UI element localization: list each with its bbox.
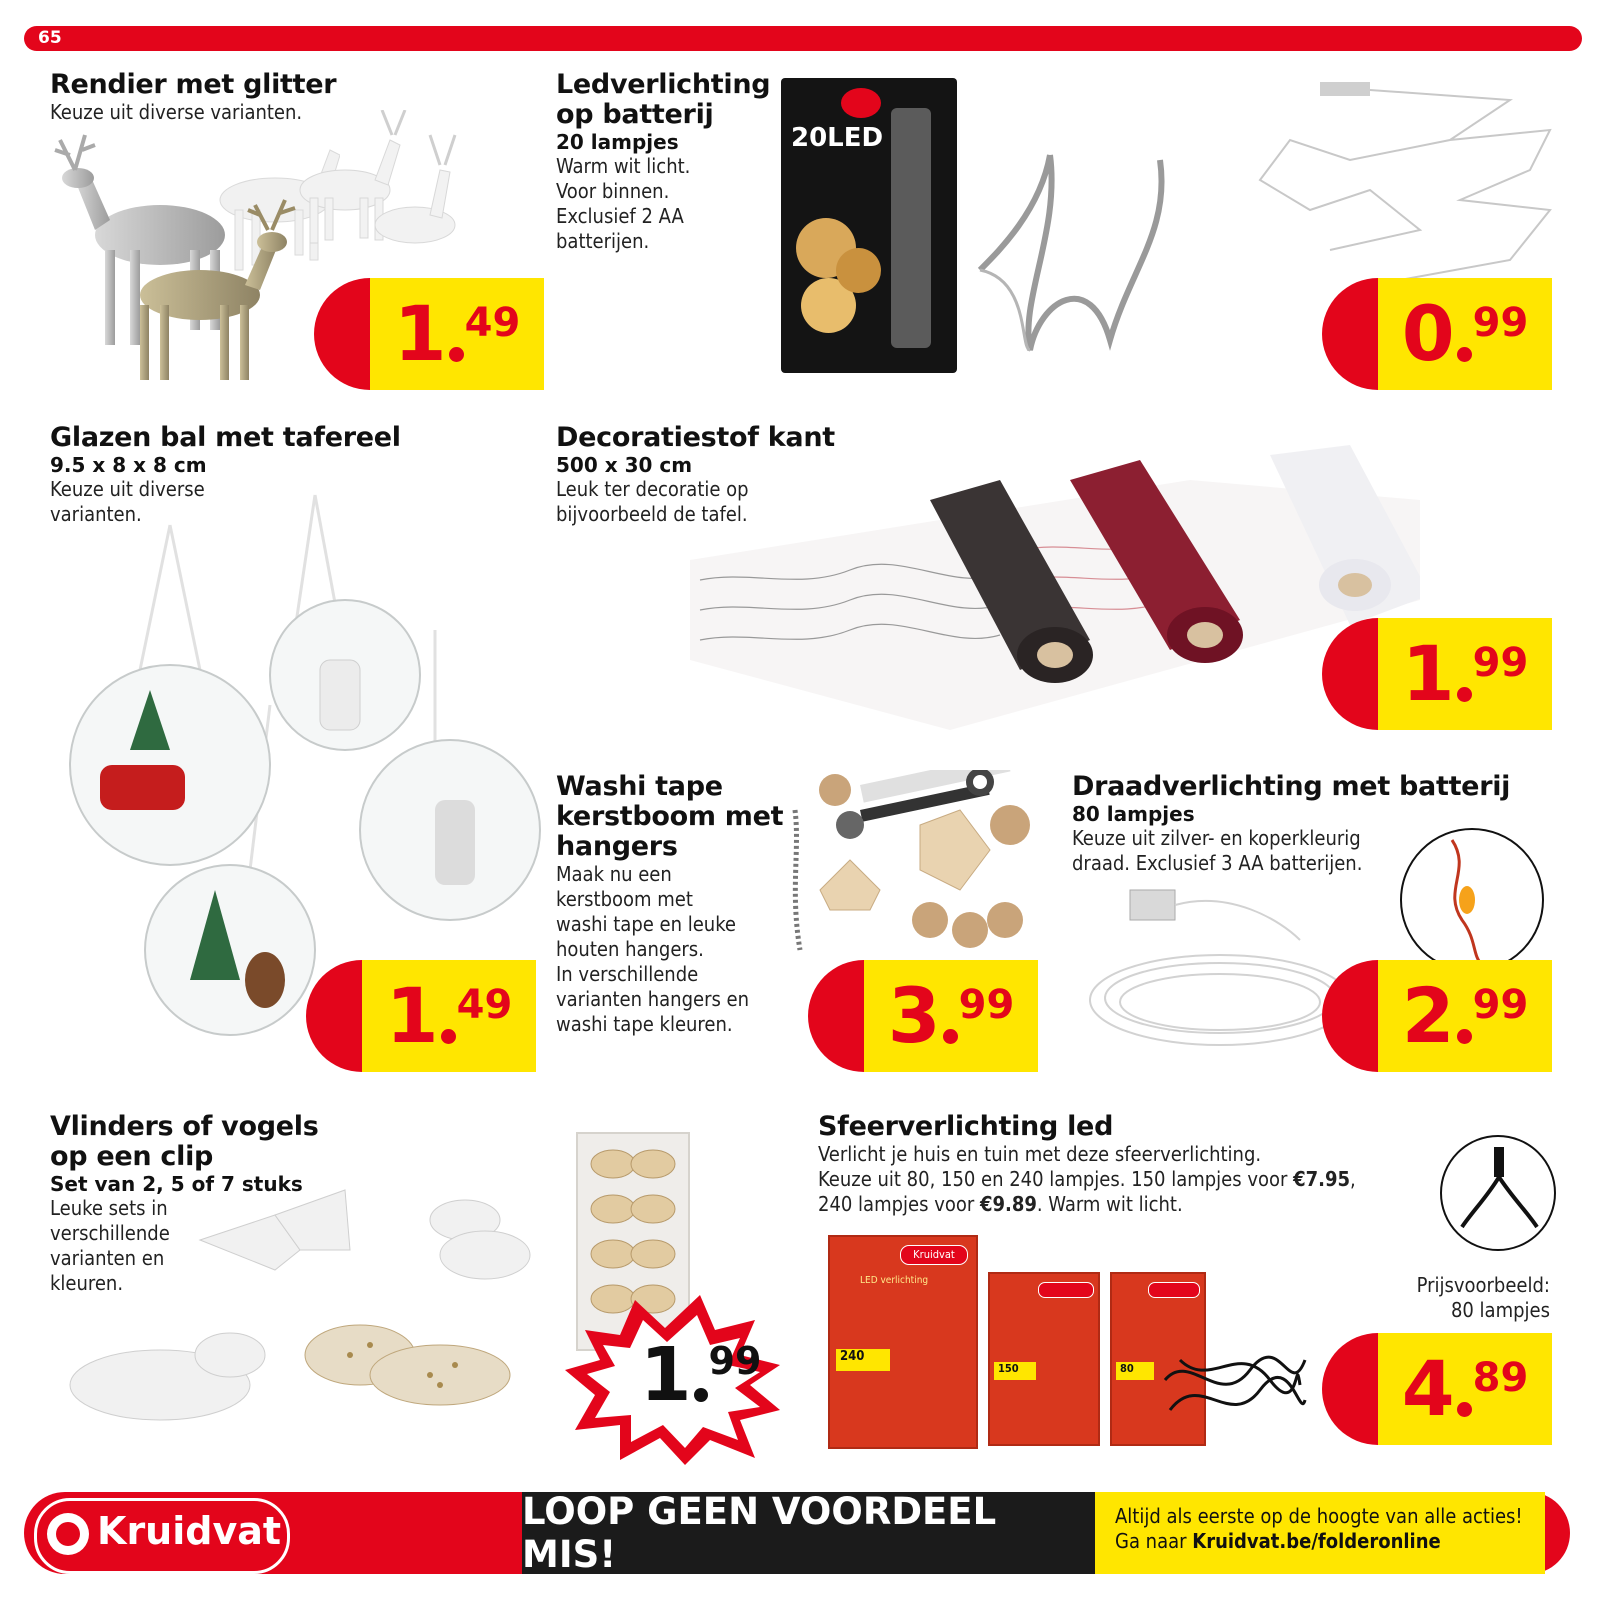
footer-info [1095,1492,1545,1574]
product-description-2: verschillende [50,1221,170,1245]
footer-slogan: LOOP GEEN VOORDEEL MIS! [522,1492,1095,1574]
price-example [1390,1273,1550,1323]
wire-lights-image [1080,880,1360,1060]
led-package-image [781,78,957,373]
price-decimals: 99 [1472,300,1529,346]
product-description-6: varianten hangers en [556,987,750,1011]
price-tag [306,960,536,1072]
price-tag [1322,618,1552,730]
price-integer: 1 [385,971,439,1060]
price-integer: 3 [887,971,941,1060]
led-box-150 [988,1272,1100,1446]
copper-wire-detail-image [1400,828,1544,972]
product-description-4: houten hangers. [556,937,704,961]
product-description-2: varianten. [50,502,142,526]
price-decimals: 49 [456,982,513,1028]
washi-tape-image [790,770,1060,970]
footer-info-line-2: Ga naar Kruidvat.be/folderonline [1115,1529,1441,1553]
product-title-line-1: Washi tape [556,771,723,802]
product-title: Sfeerverlichting led [818,1111,1114,1142]
package-label: 20LED [791,123,884,153]
box-count: 150 [994,1362,1036,1380]
footer-folder-link[interactable]: Kruidvat.be/folderonline [1192,1529,1441,1553]
product-description-4: kleuren. [50,1271,124,1295]
product-title: Decoratiestof kant [556,422,835,453]
product-description-3: 240 lampjes voor €9.89. Warm wit licht. [818,1192,1183,1216]
product-description-3: varianten en [50,1246,165,1270]
product-description-2: Voor binnen. [556,179,670,203]
product-subtitle: 20 lampjes [556,130,679,154]
product-subtitle: Set van 2, 5 of 7 stuks [50,1172,303,1196]
price-integer: 4 [1401,1344,1455,1433]
price-integer: 1 [393,289,447,378]
price-integer: 2 [1401,971,1455,1060]
price-decimals: 49 [464,300,521,346]
product-description-2: draad. Exclusief 3 AA batterijen. [1072,851,1363,875]
product-title: Rendier met glitter [50,69,337,100]
footer-info-line-1: Altijd als eerste op de hoogte van alle acties! [1115,1504,1523,1528]
product-description-2: kerstboom met [556,887,693,911]
product-subtitle: 500 x 30 cm [556,453,693,477]
kruidvat-logo-icon [47,1513,89,1555]
box-text: LED verlichting [860,1275,929,1286]
product-description-1: Verlicht je huis en tuin met deze sfeerverlichting. [818,1142,1262,1166]
price-tag [1322,1333,1552,1445]
price-tag [808,960,1038,1072]
product-title-line-1: Vlinders of vogels [50,1111,319,1142]
price-integer: 1 [1401,629,1455,718]
price-example-value: 80 lampjes [1450,1298,1550,1322]
price-integer: 1 [640,1332,692,1418]
price-example-label: Prijsvoorbeeld: [1416,1273,1550,1297]
kruidvat-logo[interactable] [34,1498,290,1574]
led-plug-detail-image [1440,1135,1556,1251]
product-subtitle: 80 lampjes [1072,802,1195,826]
box-brand: Kruidvat [900,1245,968,1265]
product-description-4: batterijen. [556,229,650,253]
lace-fabric-image [690,440,1420,740]
product-ledverlichting [556,70,776,254]
box-count: 80 [1116,1362,1154,1380]
led-string-image [1250,80,1580,280]
box-count: 240 [836,1349,890,1371]
product-description-1: Keuze uit zilver- en koperkleurig [1072,826,1361,850]
product-subtitle: 9.5 x 8 x 8 cm [50,453,207,477]
product-title: Draadverlichting met batterij [1072,771,1511,802]
product-title-line-2: op een clip [50,1141,214,1172]
price-decimals: 99 [958,982,1015,1028]
price-tag [1322,960,1552,1072]
price-decimals: 99 [1472,640,1529,686]
birds-butterflies-image [60,1180,550,1450]
price-integer: 0 [1401,289,1455,378]
white-reindeer-image [290,110,460,250]
footer-bar [24,1492,1570,1574]
product-title-line-2: kerstboom met [556,801,784,832]
price-tag [1322,278,1552,390]
product-description-1: Leuke sets in [50,1196,168,1220]
price-decimals: 99 [708,1339,762,1383]
product-description-3: washi tape en leuke [556,912,736,936]
starburst-price [640,1332,762,1418]
price-tag [314,278,544,390]
led-box-240 [828,1235,978,1449]
product-description-5: In verschillende [556,962,699,986]
led-cable-bundle-image [1160,1330,1310,1440]
product-description-1: Warm wit licht. [556,154,691,178]
price-decimals: 99 [1472,982,1529,1028]
product-description: Keuze uit diverse varianten. [50,100,303,124]
page-number: 65 [38,28,62,48]
product-title-line-1: Ledverlichting [556,69,771,100]
kruidvat-logo-text: Kruidvat [97,1509,282,1553]
product-title-line-2: op batterij [556,99,714,130]
led-wire-image [960,150,1210,380]
product-description-1: Keuze uit diverse [50,477,205,501]
product-washi-tape [556,772,786,1037]
product-description-1: Maak nu een [556,862,672,886]
product-description-7: washi tape kleuren. [556,1012,733,1036]
product-description-2: bijvoorbeeld de tafel. [556,502,748,526]
product-title: Glazen bal met tafereel [50,422,401,453]
top-bar [24,26,1582,51]
product-sfeerverlichting [818,1112,1398,1217]
price-decimals: 89 [1472,1355,1529,1401]
product-description-2: Keuze uit 80, 150 en 240 lampjes. 150 lampjes voor €7.95, [818,1167,1356,1191]
product-description-3: Exclusief 2 AA [556,204,684,228]
product-title-line-3: hangers [556,831,678,862]
product-description-1: Leuk ter decoratie op [556,477,749,501]
